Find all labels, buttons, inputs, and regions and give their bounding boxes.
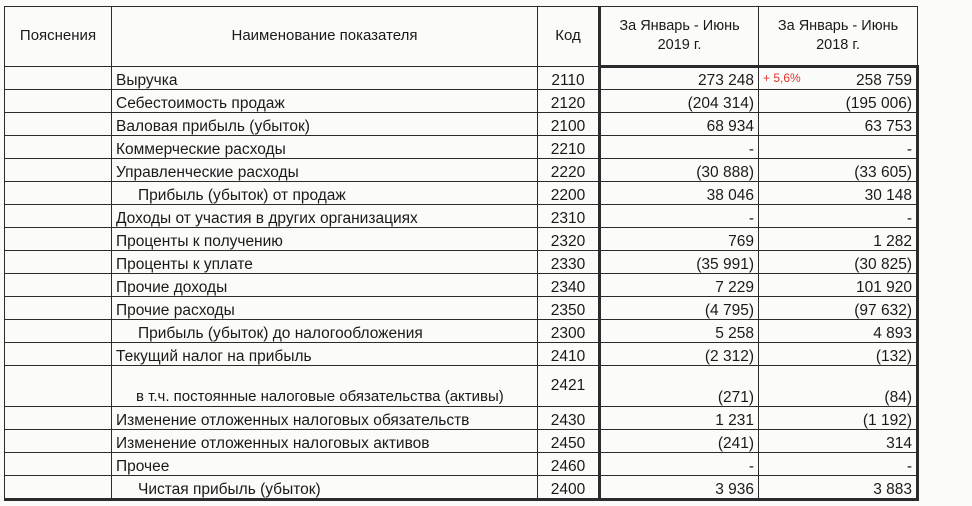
row-code: 2320 <box>538 228 600 251</box>
row-code: 2350 <box>538 297 600 320</box>
row-code: 2410 <box>538 343 600 366</box>
notes-cell <box>5 228 112 251</box>
income-statement-table <box>4 6 919 501</box>
row-name: Изменение отложенных налоговых активов <box>112 430 538 453</box>
row-value-2018: 63 753 <box>759 113 918 136</box>
notes-cell <box>5 67 112 90</box>
row-value-2018: (33 605) <box>759 159 918 182</box>
notes-cell <box>5 182 112 205</box>
table-row <box>5 159 918 182</box>
row-value-2018: - <box>759 205 918 228</box>
table-row <box>5 476 918 500</box>
growth-annotation: + 5,6% <box>763 71 801 85</box>
notes-cell <box>5 343 112 366</box>
table-row <box>5 320 918 343</box>
row-name: Прочие расходы <box>112 297 538 320</box>
row-name: Чистая прибыль (убыток) <box>112 476 538 500</box>
table-row <box>5 67 918 90</box>
row-name: Управленческие расходы <box>112 159 538 182</box>
row-code: 2200 <box>538 182 600 205</box>
table-row <box>5 343 918 366</box>
row-code: 2120 <box>538 90 600 113</box>
row-value-2018: (30 825) <box>759 251 918 274</box>
row-value-2018: 314 <box>759 430 918 453</box>
row-value-2018: 1 282 <box>759 228 918 251</box>
row-value-2018: (97 632) <box>759 297 918 320</box>
row-name: Доходы от участия в других организациях <box>112 205 538 228</box>
header-period-2019: За Январь - Июнь 2019 г. <box>600 7 759 67</box>
notes-cell <box>5 430 112 453</box>
row-name: Текущий налог на прибыль <box>112 343 538 366</box>
row-name: Коммерческие расходы <box>112 136 538 159</box>
table-row <box>5 430 918 453</box>
row-code: 2400 <box>538 476 600 500</box>
row-name: в т.ч. постоянные налоговые обязательства (активы) <box>112 366 538 407</box>
row-code: 2421 <box>538 366 600 407</box>
row-value-2019: - <box>600 136 759 159</box>
row-name: Выручка <box>112 67 538 90</box>
table-row <box>5 366 918 407</box>
notes-cell <box>5 366 112 407</box>
row-code: 2310 <box>538 205 600 228</box>
row-code: 2110 <box>538 67 600 90</box>
notes-cell <box>5 297 112 320</box>
row-value-2018: 258 759 <box>855 71 912 89</box>
row-value-2019: 769 <box>600 228 759 251</box>
row-value-2018: 4 893 <box>759 320 918 343</box>
row-value-2018: 30 148 <box>759 182 918 205</box>
notes-cell <box>5 159 112 182</box>
row-name: Прочее <box>112 453 538 476</box>
row-value-2018: (84) <box>759 366 918 407</box>
row-value-2019: - <box>600 205 759 228</box>
row-value-2019: 273 248 <box>600 67 759 90</box>
row-code: 2220 <box>538 159 600 182</box>
row-code: 2430 <box>538 407 600 430</box>
row-value-2019: 3 936 <box>600 476 759 500</box>
row-code: 2300 <box>538 320 600 343</box>
row-value-2019: 1 231 <box>600 407 759 430</box>
row-value-2019: (241) <box>600 430 759 453</box>
row-value-2019: (2 312) <box>600 343 759 366</box>
row-value-2019: (271) <box>600 366 759 407</box>
row-value-2019: - <box>600 453 759 476</box>
notes-cell <box>5 476 112 500</box>
row-code: 2460 <box>538 453 600 476</box>
row-value-2019: 68 934 <box>600 113 759 136</box>
row-value-2019: (204 314) <box>600 90 759 113</box>
row-value-2019: 7 229 <box>600 274 759 297</box>
row-code: 2450 <box>538 430 600 453</box>
row-value-2018: 101 920 <box>759 274 918 297</box>
table-row <box>5 182 918 205</box>
row-name: Проценты к получению <box>112 228 538 251</box>
row-value-2018-cell <box>759 67 918 90</box>
table-row <box>5 251 918 274</box>
header-period-2018: За Январь - Июнь 2018 г. <box>759 7 918 67</box>
row-value-2018: (195 006) <box>759 90 918 113</box>
row-code: 2340 <box>538 274 600 297</box>
row-name: Себестоимость продаж <box>112 90 538 113</box>
row-name: Валовая прибыль (убыток) <box>112 113 538 136</box>
table-row <box>5 136 918 159</box>
row-value-2019: 5 258 <box>600 320 759 343</box>
row-name: Прибыль (убыток) от продаж <box>112 182 538 205</box>
row-code: 2100 <box>538 113 600 136</box>
notes-cell <box>5 453 112 476</box>
row-code: 2330 <box>538 251 600 274</box>
table-header-row <box>5 7 918 67</box>
header-notes: Пояснения <box>5 7 112 67</box>
notes-cell <box>5 251 112 274</box>
row-value-2019: (30 888) <box>600 159 759 182</box>
row-value-2019: (35 991) <box>600 251 759 274</box>
row-code: 2210 <box>538 136 600 159</box>
table-row <box>5 407 918 430</box>
row-name: Прочие доходы <box>112 274 538 297</box>
row-value-2018: (1 192) <box>759 407 918 430</box>
row-name: Прибыль (убыток) до налогообложения <box>112 320 538 343</box>
table-row <box>5 274 918 297</box>
row-name: Изменение отложенных налоговых обязательств <box>112 407 538 430</box>
table-row <box>5 113 918 136</box>
table-row <box>5 90 918 113</box>
row-value-2018: 3 883 <box>759 476 918 500</box>
table-row <box>5 228 918 251</box>
row-value-2018: - <box>759 136 918 159</box>
header-code: Код <box>538 7 600 67</box>
row-value-2018: (132) <box>759 343 918 366</box>
table-row <box>5 453 918 476</box>
notes-cell <box>5 274 112 297</box>
notes-cell <box>5 320 112 343</box>
table-row <box>5 205 918 228</box>
notes-cell <box>5 205 112 228</box>
header-indicator-name: Наименование показателя <box>112 7 538 67</box>
row-value-2019: (4 795) <box>600 297 759 320</box>
notes-cell <box>5 113 112 136</box>
row-value-2019: 38 046 <box>600 182 759 205</box>
row-value-2018: - <box>759 453 918 476</box>
notes-cell <box>5 90 112 113</box>
notes-cell <box>5 407 112 430</box>
row-name: Проценты к уплате <box>112 251 538 274</box>
table-row <box>5 297 918 320</box>
notes-cell <box>5 136 112 159</box>
